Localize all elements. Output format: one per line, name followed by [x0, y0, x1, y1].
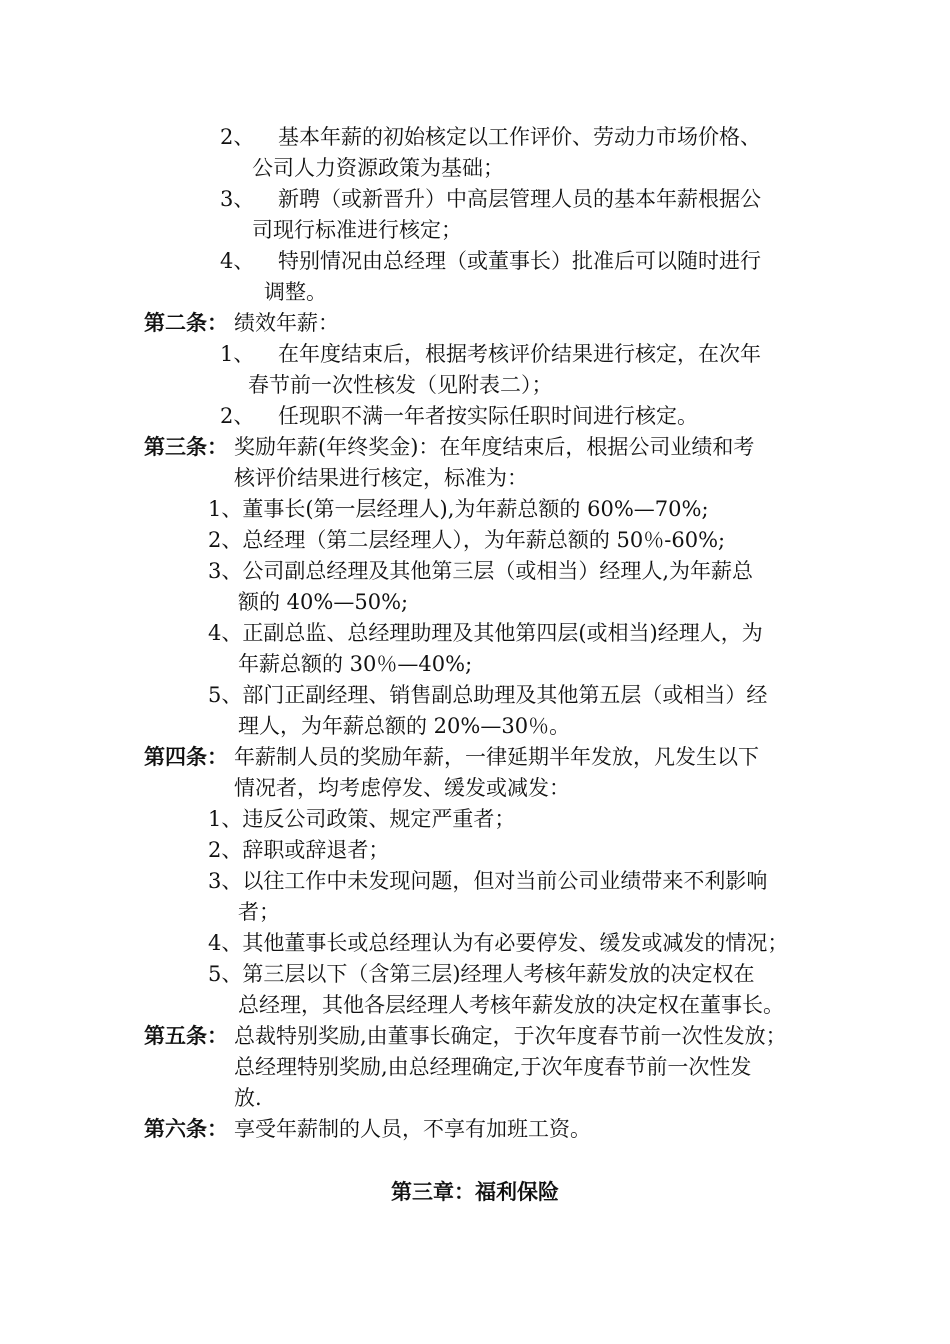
- list-item-text: 基本年薪的初始核定以工作评价、劳动力市场价格、: [278, 125, 761, 149]
- list-item: 5、第三层以下（含第三层)经理人考核年薪发放的决定权在: [208, 962, 755, 986]
- list-item: 3、公司副总经理及其他第三层（或相当）经理人,为年薪总: [208, 559, 754, 583]
- list-item-text: 新聘（或新晋升）中高层管理人员的基本年薪根据公: [278, 187, 761, 211]
- list-item: 2、辞职或辞退者；: [208, 838, 390, 862]
- list-item-number: 2、: [220, 404, 255, 428]
- article-text-continuation: 情况者，均考虑停发、缓发或减发：: [234, 776, 570, 800]
- article-text-continuation: 总经理特别奖励,由总经理确定,于次年度春节前一次性发: [234, 1055, 752, 1079]
- list-item-number: 2、: [220, 125, 255, 149]
- list-item: 1、违反公司政策、规定严重者；: [208, 807, 516, 831]
- list-item-continuation: 额的 40%—50%;: [238, 590, 409, 614]
- list-item: 1、董事长(第一层经理人),为年薪总额的 60%—70%;: [208, 497, 709, 521]
- list-item-continuation: 总经理，其他各层经理人考核年薪发放的决定权在董事长。: [238, 993, 784, 1017]
- article-text: 奖励年薪(年终奖金)：在年度结束后，根据公司业绩和考: [234, 435, 755, 459]
- list-item-continuation: 理人，为年薪总额的 20%—30％。: [238, 714, 571, 738]
- article-text: 年薪制人员的奖励年薪，一律延期半年发放，凡发生以下: [234, 745, 759, 769]
- article-text-continuation: 核评价结果进行核定，标准为：: [234, 466, 528, 490]
- article-label: 第四条：: [144, 745, 228, 769]
- list-item-text: 特别情况由总经理（或董事长）批准后可以随时进行: [278, 249, 761, 273]
- list-item-number: 3、: [220, 187, 255, 211]
- article-label: 第三条：: [144, 435, 228, 459]
- list-item-number: 4、: [220, 249, 255, 273]
- list-item-continuation: 司现行标准进行核定；: [252, 218, 462, 242]
- article-text: 总裁特别奖励,由董事长确定，于次年度春节前一次性发放；: [234, 1024, 787, 1048]
- list-item-continuation: 春节前一次性核发（见附表二）；: [248, 373, 553, 397]
- list-item-text: 任现职不满一年者按实际任职时间进行核定。: [278, 404, 698, 428]
- article-text-continuation: 放.: [234, 1086, 262, 1110]
- list-item: 3、以往工作中未发现问题，但对当前公司业绩带来不利影响: [208, 869, 768, 893]
- list-item-text: 在年度结束后，根据考核评价结果进行核定，在次年: [278, 342, 761, 366]
- list-item-number: 1、: [220, 342, 255, 366]
- article-title: 绩效年薪：: [234, 311, 339, 335]
- list-item-continuation: 年薪总额的 30％—40%;: [238, 652, 473, 676]
- list-item: 4、其他董事长或总经理认为有必要停发、缓发或减发的情况；: [208, 931, 789, 955]
- article-text: 享受年薪制的人员，不享有加班工资。: [234, 1117, 591, 1141]
- list-item: 5、部门正副经理、销售副总助理及其他第五层（或相当）经: [208, 683, 768, 707]
- list-item-continuation: 调整。: [264, 280, 327, 304]
- chapter-heading: 第三章：福利保险: [391, 1180, 559, 1204]
- article-label: 第二条：: [144, 311, 228, 335]
- list-item-continuation: 者；: [238, 900, 280, 924]
- article-label: 第五条：: [144, 1024, 228, 1048]
- list-item: 2、总经理（第二层经理人），为年薪总额的 50％-60%;: [208, 528, 726, 552]
- list-item-continuation: 公司人力资源政策为基础；: [252, 156, 504, 180]
- list-item: 4、正副总监、总经理助理及其他第四层(或相当)经理人，为: [208, 621, 763, 645]
- article-label: 第六条：: [144, 1117, 228, 1141]
